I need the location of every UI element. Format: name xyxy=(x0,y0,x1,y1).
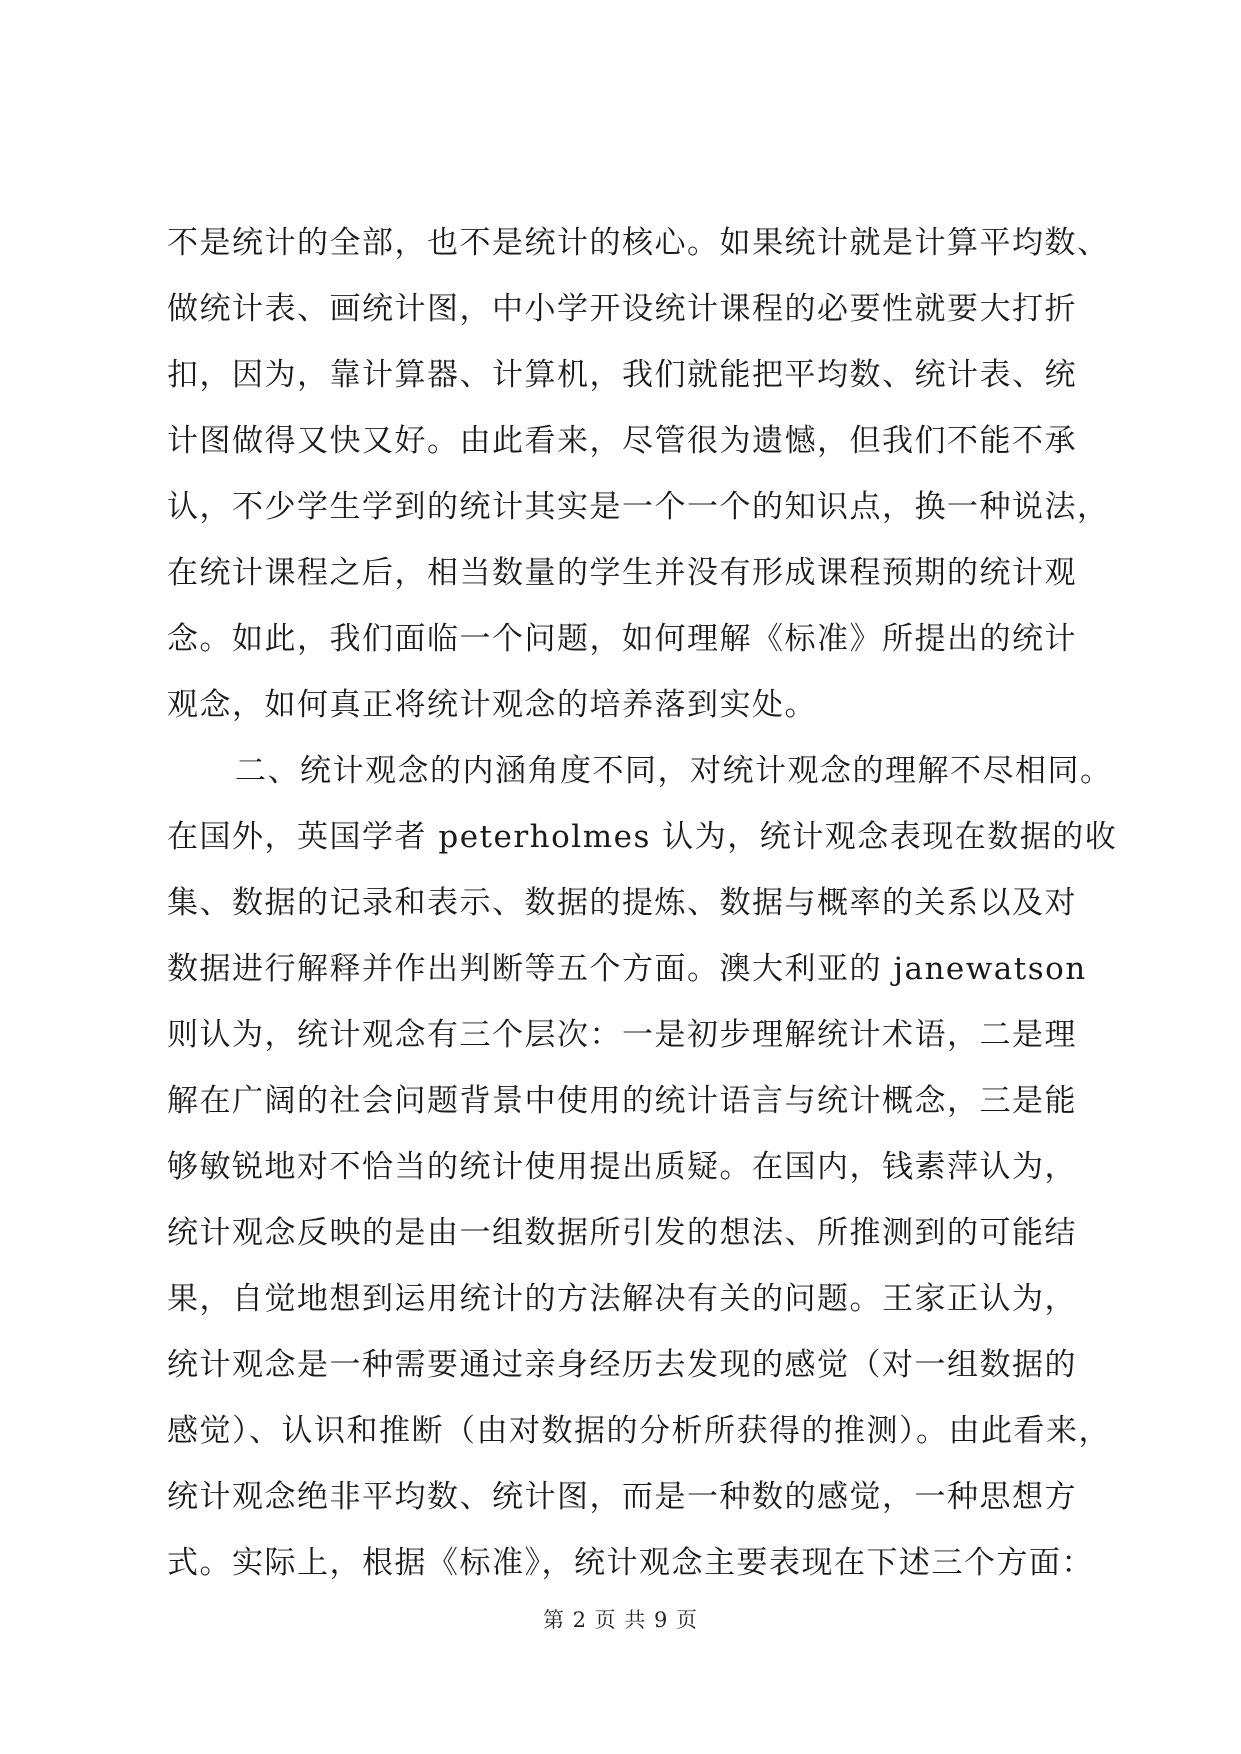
section-heading-line: 二、统计观念的内涵角度不同，对统计观念的理解不尽相同。 xyxy=(235,753,1113,789)
text-line: 式。实际上，根据《标准》，统计观念主要表现在下述三个方面： xyxy=(167,1545,1094,1581)
text-line: 统计观念是一种需要通过亲身经历去发现的感觉（对一组数据的 xyxy=(167,1347,1077,1383)
text-line: 集、数据的记录和表示、数据的提炼、数据与概率的关系以及对 xyxy=(167,885,1077,921)
text-line: 认，不少学生学到的统计其实是一个一个的知识点，换一种说法， xyxy=(167,489,1110,525)
text-line: 计图做得又快又好。由此看来，尽管很为遗憾，但我们不能不承 xyxy=(167,423,1077,459)
text-line: 在统计课程之后，相当数量的学生并没有形成课程预期的统计观 xyxy=(167,555,1077,591)
text-line: 果，自觉地想到运用统计的方法解决有关的问题。王家正认为， xyxy=(167,1281,1077,1317)
text-line: 在国外，英国学者 peterholmes 认为，统计观念表现在数据的收 xyxy=(167,819,1118,855)
text-line: 做统计表、画统计图，中小学开设统计课程的必要性就要大打折 xyxy=(167,291,1077,327)
text-line: 观念，如何真正将统计观念的培养落到实处。 xyxy=(167,687,817,723)
text-line: 够敏锐地对不恰当的统计使用提出质疑。在国内，钱素萍认为， xyxy=(167,1149,1077,1185)
text-line: 则认为，统计观念有三个层次：一是初步理解统计术语，二是理 xyxy=(167,1017,1077,1053)
text-line: 解在广阔的社会问题背景中使用的统计语言与统计概念，三是能 xyxy=(167,1083,1077,1119)
text-line: 扣，因为，靠计算器、计算机，我们就能把平均数、统计表、统 xyxy=(167,357,1077,393)
text-line: 不是统计的全部，也不是统计的核心。如果统计就是计算平均数、 xyxy=(167,225,1110,261)
text-line: 感觉）、认识和推断（由对数据的分析所获得的推测）。由此看来， xyxy=(167,1413,1111,1449)
page-number-footer: 第 2 页 共 9 页 xyxy=(542,1608,699,1632)
text-line: 统计观念绝非平均数、统计图，而是一种数的感觉，一种思想方 xyxy=(167,1479,1077,1515)
body-text xyxy=(167,210,1118,1596)
text-line: 数据进行解释并作出判断等五个方面。澳大利亚的 janewatson xyxy=(167,951,1087,987)
text-line: 念。如此，我们面临一个问题，如何理解《标准》所提出的统计 xyxy=(167,621,1077,657)
text-line: 统计观念反映的是由一组数据所引发的想法、所推测到的可能结 xyxy=(167,1215,1077,1251)
